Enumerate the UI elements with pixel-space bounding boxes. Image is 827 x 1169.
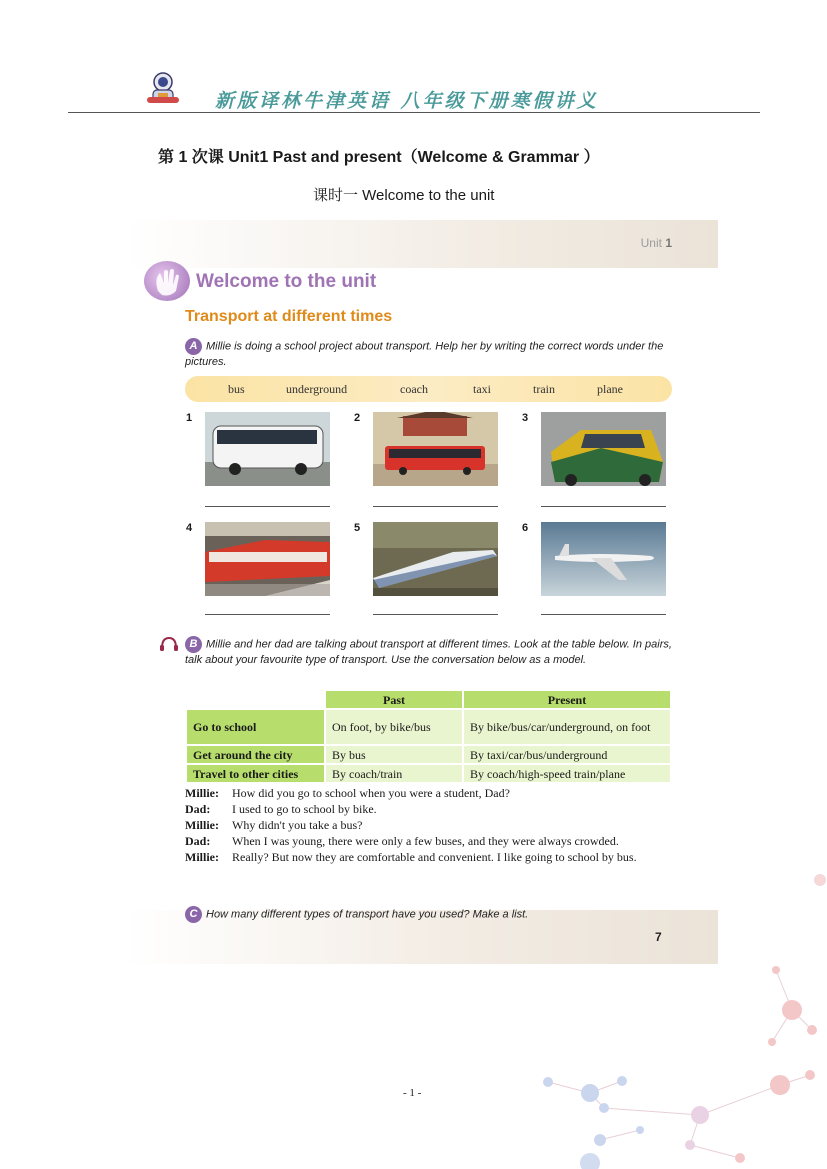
dialogue-line [185, 785, 675, 801]
table-cell-present: By coach/high-speed train/plane [464, 765, 670, 782]
part-b-badge: B [185, 636, 202, 653]
part-a-instruction: A Millie is doing a school project about transport. Help her by writing the correct words under the pictures. [185, 340, 664, 368]
dialogue-text: Really? But now they are comfortable and convenient. I like going to school by bus. [232, 850, 637, 864]
table-row [187, 746, 670, 763]
table-corner-cell [187, 691, 324, 708]
dialogue-line [185, 849, 675, 865]
table-row [187, 710, 670, 744]
speaker-name: Millie: [185, 818, 219, 832]
speaker-name: Millie: [185, 850, 219, 864]
table-cell-present: By taxi/car/bus/underground [464, 746, 670, 763]
page-footer: - 1 - [403, 1087, 422, 1099]
taxi-picture [541, 412, 666, 486]
lesson-subtitle: 课时一 Welcome to the unit [313, 187, 495, 204]
train-picture [373, 522, 498, 596]
table-cell-past: On foot, by bike/bus [326, 710, 462, 744]
table-row [187, 765, 670, 782]
word-bank-item: plane [597, 382, 623, 396]
transport-table [185, 689, 672, 784]
section-title: Transport at different times [185, 308, 393, 325]
answer-line [373, 614, 498, 615]
dialogue-line [185, 817, 675, 833]
table-header-present: Present [464, 691, 670, 708]
table-row-label: Get around the city [187, 746, 324, 763]
picture-number: 3 [522, 412, 529, 424]
answer-line [541, 614, 666, 615]
dialogue-text: I used to go to school by bike. [232, 802, 377, 816]
answer-line [205, 506, 330, 507]
word-bank-item: underground [286, 382, 348, 396]
coach-picture [205, 412, 330, 486]
word-bank [185, 376, 672, 402]
dialogue-line [185, 801, 675, 817]
plane-picture [541, 522, 666, 596]
table-row-label: Go to school [187, 710, 324, 744]
header-divider [68, 112, 760, 113]
dialogue-text: Why didn't you take a bus? [232, 818, 363, 832]
dialogue-line [185, 833, 675, 849]
part-c-badge: C [185, 906, 202, 923]
dialogue [185, 785, 675, 865]
headphones-icon [159, 636, 179, 652]
astronaut-logo-icon [144, 70, 182, 106]
textbook-page [125, 220, 718, 964]
table-cell-past: By coach/train [326, 765, 462, 782]
table-row-label: Travel to other cities [187, 765, 324, 782]
table-cell-past: By bus [326, 746, 462, 763]
speaker-name: Dad: [185, 802, 211, 816]
table-header-past: Past [326, 691, 462, 708]
word-bank-item: bus [228, 382, 245, 396]
lesson-title: 第 1 次课 Unit1 Past and present（Welcome & Grammar ） [158, 149, 600, 166]
page-top-band [125, 220, 718, 268]
answer-line [541, 506, 666, 507]
bus-picture [373, 412, 498, 486]
waving-hands-icon [144, 261, 190, 301]
answer-line [205, 614, 330, 615]
word-bank-item: taxi [473, 382, 491, 396]
picture-number: 5 [354, 522, 361, 534]
dialogue-text: How did you go to school when you were a student, Dad? [232, 786, 510, 800]
underground-picture [205, 522, 330, 596]
header-title: 新版译林牛津英语 八年级下册寒假讲义 [215, 90, 599, 112]
speaker-name: Dad: [185, 834, 211, 848]
part-b-instruction: B Millie and her dad are talking about transport at different times. Look at the table below. In pairs, talk about your favourite type of transport. Use the conversation below as a model. [185, 638, 672, 666]
picture-number: 1 [186, 412, 193, 424]
part-a-badge: A [185, 338, 202, 355]
welcome-title: Welcome to the unit [196, 271, 377, 292]
part-c-instruction: C How many different types of transport have you used? Make a list. [185, 906, 675, 923]
speaker-name: Millie: [185, 786, 219, 800]
picture-number: 4 [186, 522, 193, 534]
table-header-row [187, 691, 670, 708]
picture-number: 6 [522, 522, 529, 534]
dialogue-text: When I was young, there were only a few buses, and they were always crowded. [232, 834, 619, 848]
book-page-number: 7 [655, 930, 662, 944]
unit-label: Unit 1 [640, 236, 672, 250]
answer-line [373, 506, 498, 507]
table-cell-present: By bike/bus/car/underground, on foot [464, 710, 670, 744]
picture-number: 2 [354, 412, 361, 424]
word-bank-item: train [533, 382, 555, 396]
word-bank-item: coach [400, 382, 428, 396]
